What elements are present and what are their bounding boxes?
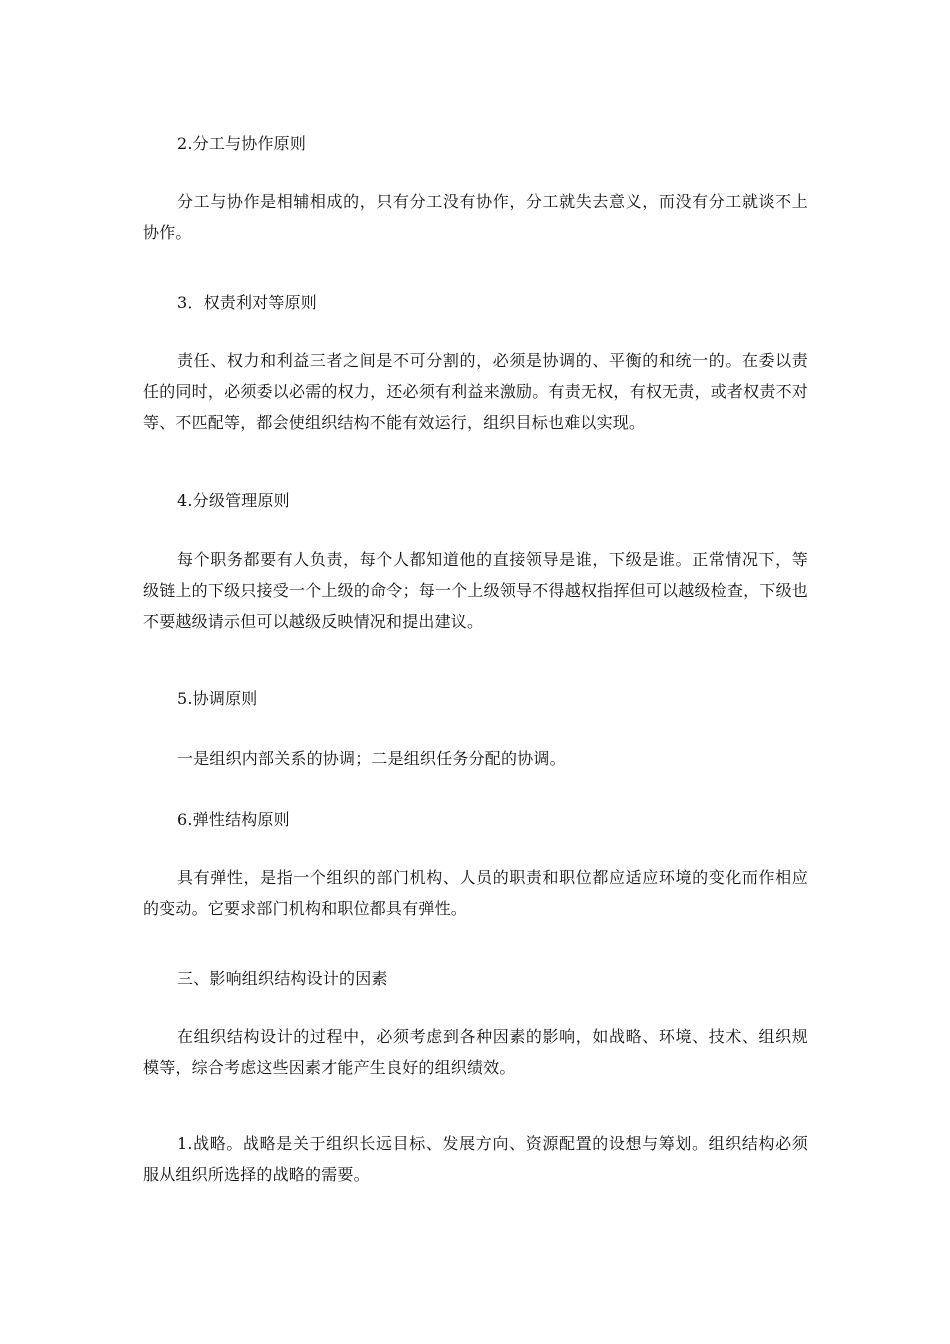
heading-flexible-structure: 6.弹性结构原则 bbox=[177, 810, 290, 829]
paragraph-strategy: 1.战略。战略是关于组织长远目标、发展方向、资源配置的设想与筹划。组织结构必须服从组织所选择的战略的需要。 bbox=[143, 1134, 808, 1184]
paragraph-flexible-structure: 具有弹性，是指一个组织的部门机构、人员的职责和职位都应适应环境的变化而作相应的变动。它要求部门机构和职位都具有弹性。 bbox=[143, 868, 808, 918]
heading-coordination: 5.协调原则 bbox=[177, 689, 258, 708]
heading-rights-responsibilities: 3．权责利对等原则 bbox=[177, 293, 317, 312]
heading-section-three: 三、影响组织结构设计的因素 bbox=[177, 969, 388, 988]
paragraph-division-cooperation: 分工与协作是相辅相成的，只有分工没有协作，分工就失去意义，而没有分工就谈不上协作。 bbox=[143, 192, 808, 242]
paragraph-section-three: 在组织结构设计的过程中，必须考虑到各种因素的影响，如战略、环境、技术、组织规模等，综合考虑这些因素才能产生良好的组织绩效。 bbox=[143, 1027, 808, 1077]
heading-division-cooperation: 2.分工与协作原则 bbox=[177, 134, 307, 153]
paragraph-hierarchical-management: 每个职务都要有人负责，每个人都知道他的直接领导是谁，下级是谁。正常情况下，等级链上的下级只接受一个上级的命令；每一个上级领导不得越权指挥但可以越级检查，下级也不要越级请示但可以越级反映情况和提出建议。 bbox=[143, 550, 808, 631]
paragraph-rights-responsibilities: 责任、权力和利益三者之间是不可分割的，必须是协调的、平衡的和统一的。在委以责任的同时，必须委以必需的权力，还必须有利益来激励。有责无权，有权无责，或者权责不对等、不匹配等，都会使组织结构不能有效运行，组织目标也难以实现。 bbox=[143, 351, 808, 432]
heading-hierarchical-management: 4.分级管理原则 bbox=[177, 491, 290, 510]
paragraph-coordination: 一是组织内部关系的协调；二是组织任务分配的协调。 bbox=[177, 749, 566, 768]
